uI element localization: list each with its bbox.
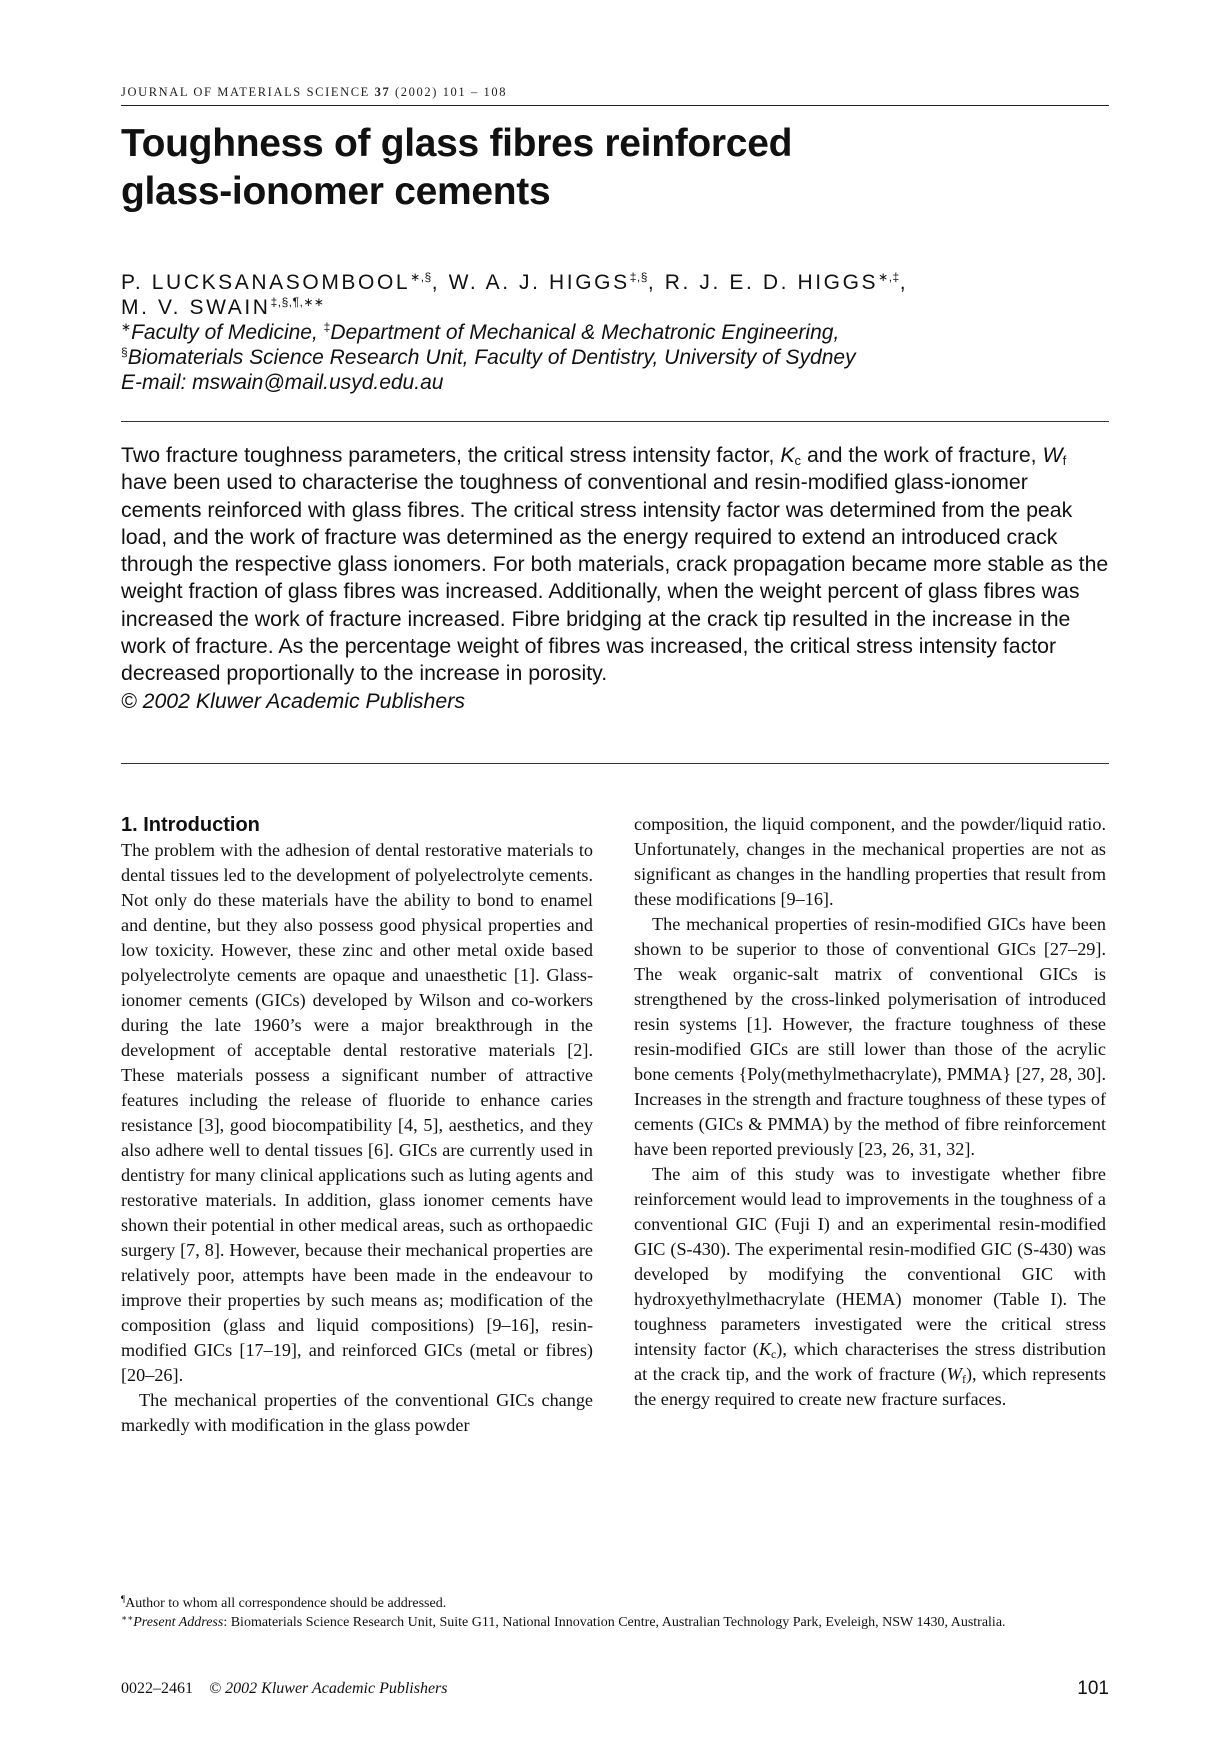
journal-volume: 37: [374, 85, 391, 99]
body-paragraph: [634, 1162, 1106, 1412]
journal-header: [121, 85, 1109, 100]
author-affiliation-marks: ∗,‡: [878, 270, 900, 284]
abstract-text: have been used to characterise the toughness of conventional and resin-modified glass-ionomer cements reinforced with glass fibres. The critical stress intensity factor was determined from the peak load, and the work of fracture was determined as the energy required to extend an introduced crack through the respective glass ionomers. For both materials, crack propagation became more stable as the weight fraction of glass fibres was increased. Additionally, when the weight percent of glass fibres was increased the work of fracture increased. Fibre bridging at the crack tip resulted in the increase in the work of fracture. As the percentage weight of fibres was increased, the critical stress intensity factor decreased proportionally to the increase in porosity.: [121, 470, 1109, 686]
abstract-copyright: © 2002 Kluwer Academic Publishers: [121, 688, 465, 713]
wf-symbol: W: [946, 1364, 962, 1384]
abstract-text: Two fracture toughness parameters, the critical stress intensity factor,: [121, 443, 781, 467]
abstract: [121, 442, 1109, 715]
affiliation-mark: ‡: [323, 320, 331, 334]
footnote-label: Present Address: [133, 1615, 224, 1630]
header-rule: [121, 105, 1109, 106]
author-name: R. J. E. D. HIGGS: [664, 271, 879, 294]
affiliation-mark: §: [121, 345, 128, 359]
wf-symbol: W: [1042, 443, 1063, 467]
wf-subscript: f: [1062, 453, 1067, 468]
footnote-text: Author to whom all correspondence should be addressed.: [125, 1596, 447, 1611]
abstract-text: and the work of fracture,: [801, 443, 1043, 467]
paragraph-text: ), which characterises the stress distribution at the crack tip, and the work of fracture (: [634, 1339, 1106, 1384]
author-affiliation-marks: ∗,§: [410, 270, 432, 284]
journal-year-pages: (2002) 101 – 108: [395, 85, 508, 99]
kc-subscript: c: [794, 453, 802, 468]
paragraph-text: The aim of this study was to investigate whether fibre reinforcement would lead to improvements in the toughness of a conventional GIC (Fuji I) and an experimental resin-modified GIC (S-430). The experimental resin-modified GIC (S-430) was developed by modifying the conventional GIC with hydroxyethylmethacrylate (HEMA) monomer (Table I). The toughness parameters investigated were the critical stress intensity factor (: [634, 1164, 1106, 1359]
body-paragraph: composition, the liquid component, and the powder/liquid ratio. Unfortunately, changes in the mechanical properties are not as significant as changes in the handling properties that result from these modifications [9–16].: [634, 814, 1106, 909]
body-paragraph: The mechanical properties of resin-modified GICs have been shown to be superior to those of conventional GICs [27–29]. The weak organic-salt matrix of conventional GICs is strengthened by the cross-linked polymerisation of introduced resin systems [1]. However, the fracture toughness of these resin-modified GICs are still lower than those of the acrylic bone cements {Poly(methylmethacrylate), PMMA} [27, 28, 30]. Increases in the strength and fracture toughness of these types of cements (GICs & PMMA) by the method of fibre reinforcement have been reported previously [23, 26, 31, 32].: [634, 914, 1106, 1159]
abstract-bottom-rule: [121, 763, 1109, 764]
paragraph-text: ), which represents the energy required to create new fracture surfaces.: [634, 1364, 1107, 1409]
footnote-mark: ¶: [121, 1594, 126, 1604]
author-affiliation-marks: ‡,§,¶,∗∗: [270, 295, 325, 309]
journal-name: JOURNAL OF MATERIALS SCIENCE: [121, 85, 370, 99]
section-heading: 1. Introduction: [121, 814, 260, 836]
author-list: P. LUCKSANASOMBOOL∗,§, W. A. J. HIGGS‡,§, R. J. E. D. HIGGS∗,‡, M. V. SWAIN‡,§,¶,∗∗: [121, 270, 909, 319]
author-email: E-mail: mswain@mail.usyd.edu.au: [121, 371, 444, 394]
kc-subscript: c: [770, 1347, 777, 1361]
title-line-1: Toughness of glass fibres reinforced: [121, 122, 793, 165]
footnotes: [121, 1594, 1109, 1632]
author-name: W. A. J. HIGGS: [448, 271, 630, 294]
affiliation-dentistry: Biomaterials Science Research Unit, Faculty of Dentistry, University of Sydney: [127, 346, 856, 369]
footnote-present-address: [121, 1613, 1109, 1632]
affiliations: [121, 320, 1081, 395]
footnote-mark: ∗∗: [121, 1613, 134, 1623]
footnote-text: : Biomaterials Science Research Unit, Suite G11, National Innovation Centre, Australian Technology Park, Eveleigh, NSW 1430, Australia.: [223, 1615, 1006, 1630]
body-column-right: [634, 812, 1106, 1412]
footnote-correspondence: [121, 1594, 1109, 1613]
abstract-top-rule: [121, 421, 1109, 422]
body-paragraph: The problem with the adhesion of dental restorative materials to dental tissues led to the development of polyelectrolyte cements. Not only do these materials have the ability to bond to enamel and dentine, but they also possess good physical properties and low toxicity. However, these zinc and other metal oxide based polyelectrolyte cements are opaque and unaesthetic [1]. Glass-ionomer cements (GICs) developed by Wilson and co-workers during the late 1960’s were a major breakthrough in the development of acceptable dental restorative materials [2]. These materials possess a significant number of attractive features including the release of fluoride to enhance caries resistance [3], good biocompatibility [4, 5], aesthetics, and they also adhere well to dental tissues [6]. GICs are currently used in dentistry for many clinical applications such as luting agents and restorative materials. In addition, glass ionomer cements have shown their potential in other medical areas, such as orthopaedic surgery [7, 8]. However, because their mechanical properties are relatively poor, attempts have been made in the endeavour to improve their properties by such means as; modification of the composition (glass and liquid compositions) [9–16], resin-modified GICs [17–19], and reinforced GICs (metal or fibres) [20–26].: [121, 840, 593, 1385]
page-footer: [121, 1680, 448, 1698]
page-number: 101: [1077, 1678, 1109, 1699]
wf-subscript: f: [961, 1372, 966, 1386]
issn: 0022–2461: [121, 1680, 193, 1697]
affiliation-mark: ∗: [121, 320, 132, 334]
article-title: [121, 120, 1021, 216]
kc-symbol: K: [758, 1339, 771, 1359]
body-column-left: [121, 812, 593, 1438]
footer-copyright: © 2002 Kluwer Academic Publishers: [209, 1680, 448, 1697]
body-paragraph: The mechanical properties of the conventional GICs change markedly with modification in the glass powder: [121, 1390, 593, 1435]
kc-symbol: K: [780, 443, 795, 467]
affiliation-medicine: Faculty of Medicine,: [131, 321, 324, 344]
affiliation-engineering: Department of Mechanical & Mechatronic Engineering,: [330, 321, 840, 344]
author-name: M. V. SWAIN: [121, 296, 271, 319]
author-affiliation-marks: ‡,§: [629, 270, 648, 284]
title-line-2: glass-ionomer cements: [121, 170, 551, 213]
author-name: P. LUCKSANASOMBOOL: [121, 271, 411, 294]
